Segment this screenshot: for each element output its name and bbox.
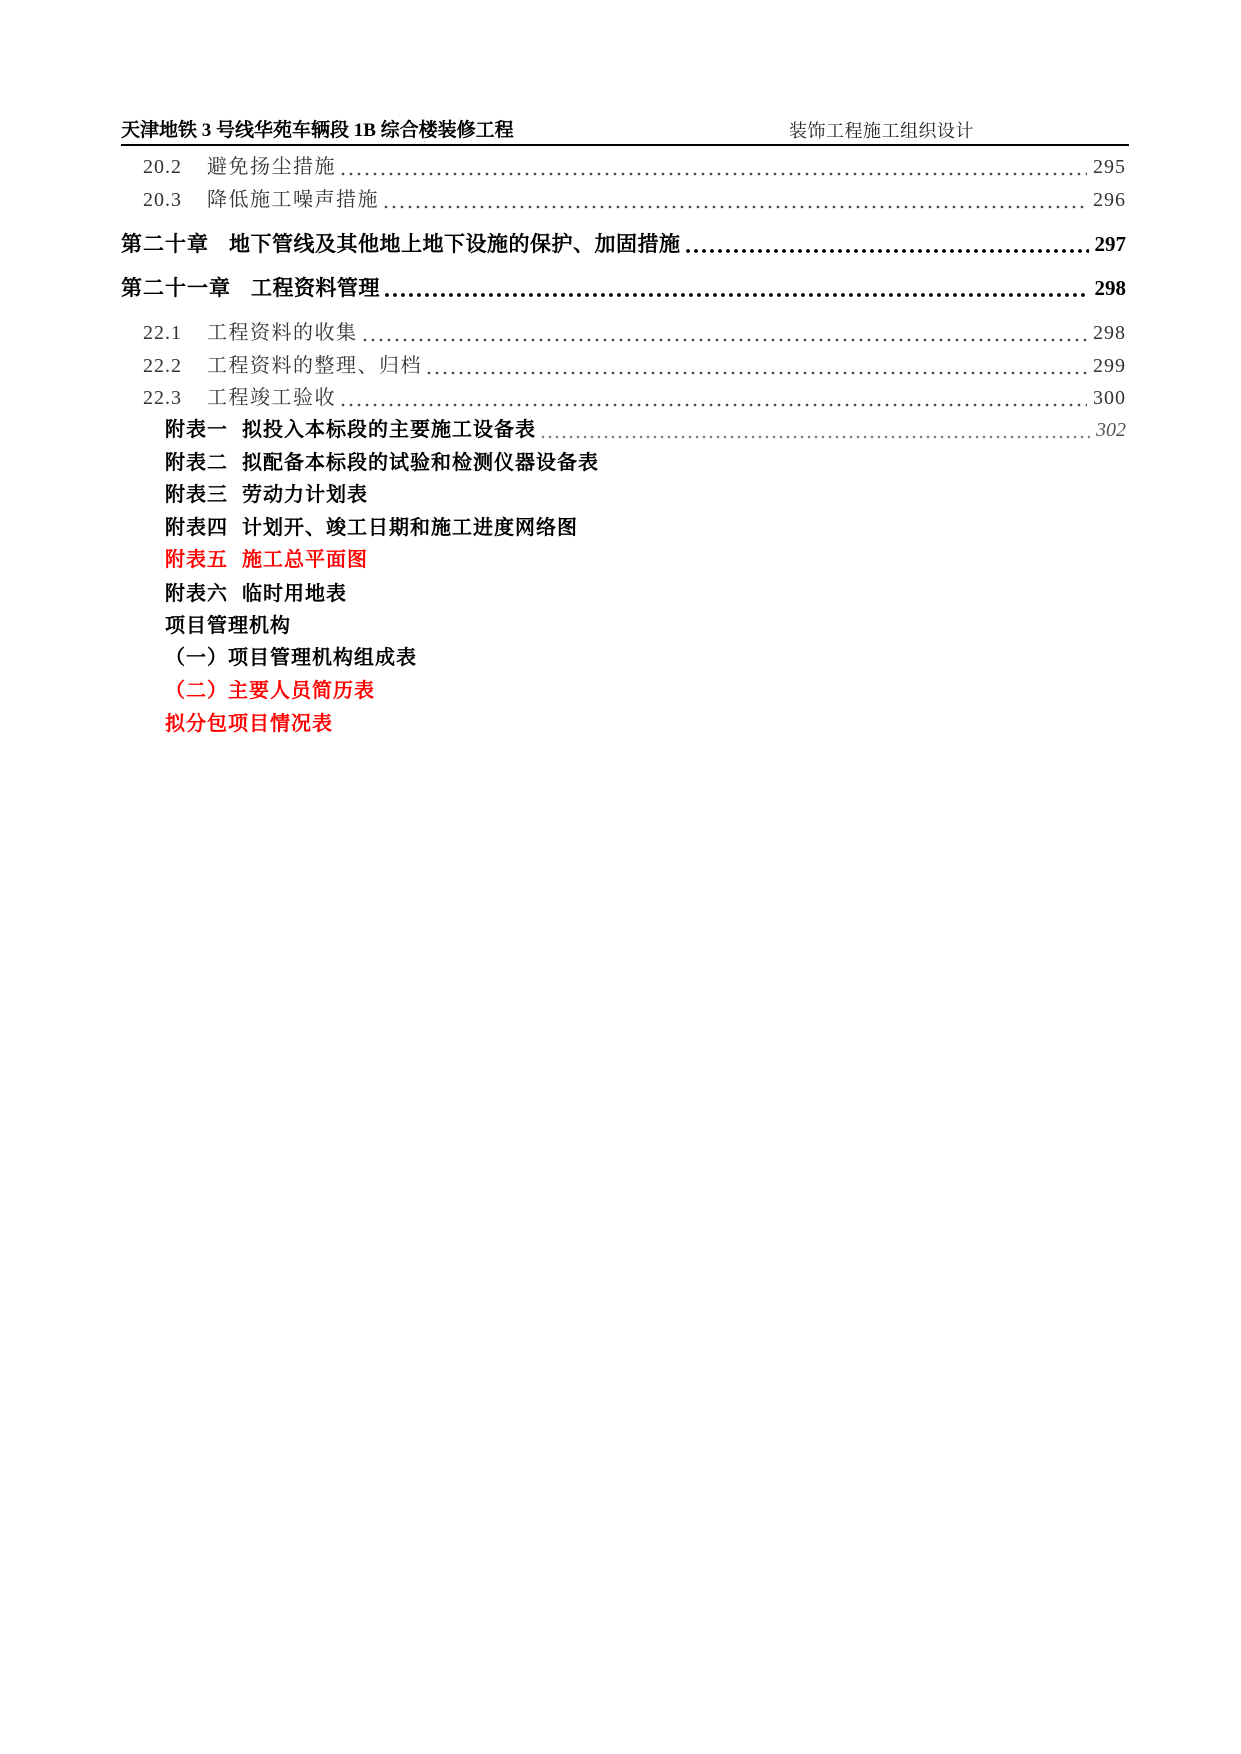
toc-entry-chapter-20 [121, 229, 1126, 259]
toc-entry-title: 拟分包项目情况表 [165, 713, 333, 735]
toc-entry-appendix-1 [165, 415, 1126, 445]
toc-appendix-title: 劳动力计划表 [242, 484, 368, 506]
dot-leader [340, 383, 1087, 413]
dot-leader [384, 273, 1089, 303]
toc-entry-appendix-4 [165, 513, 1126, 543]
toc-appendix-title: 拟配备本标段的试验和检测仪器设备表 [242, 452, 599, 474]
dot-leader [685, 229, 1089, 259]
toc-appendix-number: 附表二 [165, 452, 228, 474]
toc-entry-title: 工程资料的整理、归档 [207, 355, 422, 377]
toc-entry-title: 降低施工噪声措施 [207, 189, 379, 211]
toc-entry-page-number: 298 [1093, 322, 1126, 344]
toc-appendix-number: 附表五 [165, 549, 228, 571]
dot-leader [362, 318, 1088, 348]
toc-entry-number: 20.2 [143, 156, 182, 178]
toc-entry-appendix-5 [165, 545, 1126, 575]
toc-appendix-title: 施工总平面图 [242, 549, 368, 571]
toc-entry-page-number: 298 [1094, 276, 1126, 300]
toc-entry-title: （一）项目管理机构组成表 [165, 647, 417, 669]
header-project-title: 天津地铁 3 号线华苑车辆段 1B 综合楼装修工程 [121, 120, 514, 141]
toc-appendix-number: 附表四 [165, 517, 228, 539]
toc-entry-appendix-2 [165, 448, 1126, 478]
toc-entry-appendix-6 [165, 579, 1126, 609]
toc-entry-project-management-organization [165, 611, 1126, 641]
toc-entry-chapter-21 [121, 273, 1126, 303]
toc-appendix-title: 拟投入本标段的主要施工设备表 [242, 419, 536, 441]
toc-entry-number: 20.3 [143, 189, 182, 211]
toc-entry-title: 工程竣工验收 [207, 387, 336, 409]
toc-appendix-title: 计划开、竣工日期和施工进度网络图 [242, 517, 578, 539]
toc-entry-title: 避免扬尘措施 [207, 156, 336, 178]
toc-entry-number: 22.1 [143, 322, 182, 344]
toc-appendix-number: 附表六 [165, 583, 228, 605]
toc-entry-page-number: 302 [1096, 419, 1126, 441]
toc-entry-page-number: 299 [1093, 355, 1126, 377]
toc-entry-organization-table [165, 643, 1126, 673]
toc-chapter-number: 第二十一章 [121, 276, 231, 300]
toc-entry-personnel-resumes [165, 676, 1126, 706]
dot-leader [383, 185, 1087, 215]
toc-appendix-title: 临时用地表 [242, 583, 347, 605]
dot-leader [540, 415, 1090, 445]
toc-entry-22-3 [143, 383, 1126, 413]
toc-entry-subcontract-items [165, 709, 1126, 739]
toc-entry-page-number: 297 [1094, 232, 1126, 256]
toc-entry-page-number: 295 [1093, 156, 1126, 178]
toc-entry-20-3 [143, 185, 1126, 215]
toc-chapter-number: 第二十章 [121, 232, 209, 256]
toc-appendix-number: 附表三 [165, 484, 228, 506]
dot-leader [426, 351, 1087, 381]
toc-entry-page-number: 300 [1093, 387, 1126, 409]
toc-entry-number: 22.3 [143, 387, 182, 409]
header-document-title: 装饰工程施工组织设计 [789, 121, 974, 141]
toc-entry-number: 22.2 [143, 355, 182, 377]
toc-appendix-number: 附表一 [165, 419, 228, 441]
toc-entry-title: 工程资料的收集 [207, 322, 358, 344]
toc-chapter-title: 地下管线及其他地上地下设施的保护、加固措施 [229, 232, 681, 256]
dot-leader [340, 152, 1087, 182]
toc-chapter-title: 工程资料管理 [251, 276, 380, 300]
toc-entry-22-2 [143, 351, 1126, 381]
toc-entry-appendix-3 [165, 480, 1126, 510]
toc-entry-title: 项目管理机构 [165, 615, 291, 637]
toc-entry-title: （二）主要人员简历表 [165, 680, 375, 702]
toc-entry-20-2 [143, 152, 1126, 182]
header-rule [121, 144, 1129, 146]
toc-entry-page-number: 296 [1093, 189, 1126, 211]
toc-entry-22-1 [143, 318, 1126, 348]
